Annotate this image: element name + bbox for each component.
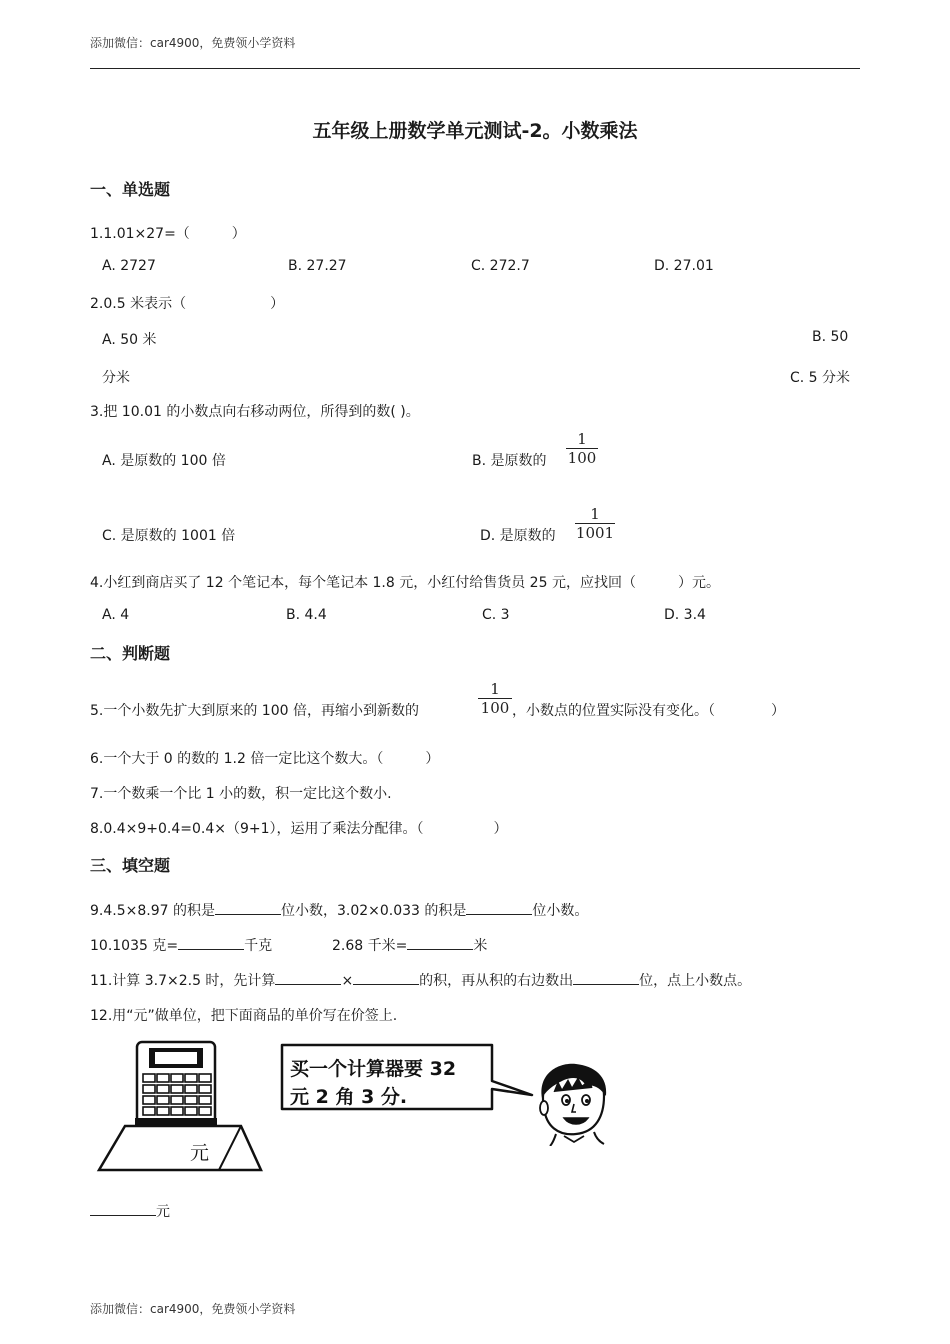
section-single-choice: 一、单选题 [90, 180, 171, 199]
question-1-stem: 1.1.01×27=（ ） [90, 226, 246, 242]
question-10-right [332, 935, 487, 955]
fraction-denominator: 1001 [575, 524, 615, 542]
page-title: 五年级上册数学单元测试-2。小数乘法 [312, 120, 638, 142]
question-2-option-b[interactable]: B. 50 [812, 329, 849, 345]
question-11-blank-1[interactable] [275, 972, 341, 985]
boy-face-icon [534, 1062, 614, 1146]
question-1-option-d[interactable]: D. 27.01 [654, 258, 714, 274]
question-3-option-a[interactable]: A. 是原数的 100 倍 [102, 453, 226, 469]
page-footer-text: 添加微信：car4900，免费领小学资料 [90, 1302, 296, 1316]
question-3-option-b-fraction [566, 431, 598, 466]
fraction-denominator: 100 [480, 699, 510, 717]
question-9-blank-2[interactable] [466, 902, 532, 915]
question-1-option-b[interactable]: B. 27.27 [288, 258, 347, 274]
section-fill-blank: 三、填空题 [90, 856, 171, 875]
question-7: 7.一个数乘一个比 1 小的数，积一定比这个数小. [90, 786, 392, 802]
fraction-numerator: 1 [590, 505, 600, 523]
fraction-numerator: 1 [577, 430, 587, 448]
question-3-stem: 3.把 10.01 的小数点向右移动两位，所得到的数( )。 [90, 404, 420, 420]
question-10-left [90, 935, 272, 955]
speech-bubble-line-2: 元 2 角 3 分. [290, 1086, 408, 1108]
question-11-blank-2[interactable] [353, 972, 419, 985]
question-2-option-c[interactable]: C. 5 分米 [790, 370, 851, 386]
question-9-part-1: 9.4.5×8.97 的积是 [90, 903, 215, 919]
question-10-part-3: 2.68 千米= [332, 938, 408, 954]
price-tag-icon [99, 1126, 261, 1170]
question-5-text-before: 5.一个小数先扩大到原来的 100 倍，再缩小到新数的 [90, 703, 419, 719]
question-11 [90, 970, 751, 990]
question-11-part-1: 11.计算 3.7×2.5 时，先计算 [90, 973, 276, 989]
fraction-denominator: 100 [567, 449, 597, 467]
price-tag-unit: 元 [190, 1142, 210, 1164]
question-1-option-a[interactable]: A. 2727 [102, 258, 156, 274]
question-4-option-b[interactable]: B. 4.4 [286, 607, 327, 623]
page-header-text: 添加微信：car4900，免费领小学资料 [90, 36, 296, 50]
question-9-part-2: 位小数，3.02×0.033 的积是 [280, 903, 467, 919]
question-1-option-c[interactable]: C. 272.7 [471, 258, 530, 274]
question-4-option-c[interactable]: C. 3 [482, 607, 510, 623]
question-10-part-2: 千克 [244, 938, 273, 954]
question-9-part-3: 位小数。 [532, 903, 589, 919]
question-10-part-1: 10.1035 克= [90, 938, 179, 954]
fraction-numerator: 1 [490, 680, 500, 698]
question-12-answer-unit: 元 [156, 1204, 170, 1220]
question-8: 8.0.4×9+0.4=0.4×（9+1），运用了乘法分配律。（ ） [90, 821, 508, 837]
question-4-stem: 4.小红到商店买了 12 个笔记本，每个笔记本 1.8 元，小红付给售货员 25 元，应找回（ ）元。 [90, 575, 720, 591]
question-10-blank-1[interactable] [178, 937, 244, 950]
calculator-price-tag-illustration [95, 1038, 265, 1174]
question-11-part-3: 的积，再从积的右边数出 [419, 973, 574, 989]
question-3-option-c[interactable]: C. 是原数的 1001 倍 [102, 528, 236, 544]
question-2-option-b-continued: 分米 [102, 370, 130, 386]
question-2-option-a[interactable]: A. 50 米 [102, 332, 157, 348]
question-11-part-4: 位，点上小数点。 [639, 973, 752, 989]
question-3-option-d-fraction [575, 506, 615, 541]
question-11-part-2: × [341, 973, 354, 989]
question-4-option-d[interactable]: D. 3.4 [664, 607, 706, 623]
question-12-blank[interactable] [90, 1203, 156, 1216]
header-rule [90, 68, 860, 69]
question-3-option-d[interactable]: D. 是原数的 [480, 528, 556, 544]
calculator-icon [135, 1042, 217, 1126]
question-9-blank-1[interactable] [215, 902, 281, 915]
question-5-fraction [478, 681, 512, 716]
question-3-option-b[interactable]: B. 是原数的 [472, 453, 547, 469]
question-12-stem: 12.用“元”做单位，把下面商品的单价写在价签上. [90, 1008, 398, 1024]
question-10-part-4: 米 [473, 938, 488, 954]
speech-bubble-line-1: 买一个计算器要 32 [290, 1058, 457, 1080]
question-2-stem: 2.0.5 米表示（ ） [90, 296, 285, 312]
question-10-blank-2[interactable] [407, 937, 473, 950]
question-11-blank-3[interactable] [573, 972, 639, 985]
question-9 [90, 900, 588, 920]
question-12-answer [90, 1201, 170, 1221]
question-6: 6.一个大于 0 的数的 1.2 倍一定比这个数大。（ ） [90, 751, 440, 767]
question-4-option-a[interactable]: A. 4 [102, 607, 130, 623]
question-5-text-after: ，小数点的位置实际没有变化。（ ） [512, 703, 785, 719]
section-true-false: 二、判断题 [90, 644, 171, 663]
